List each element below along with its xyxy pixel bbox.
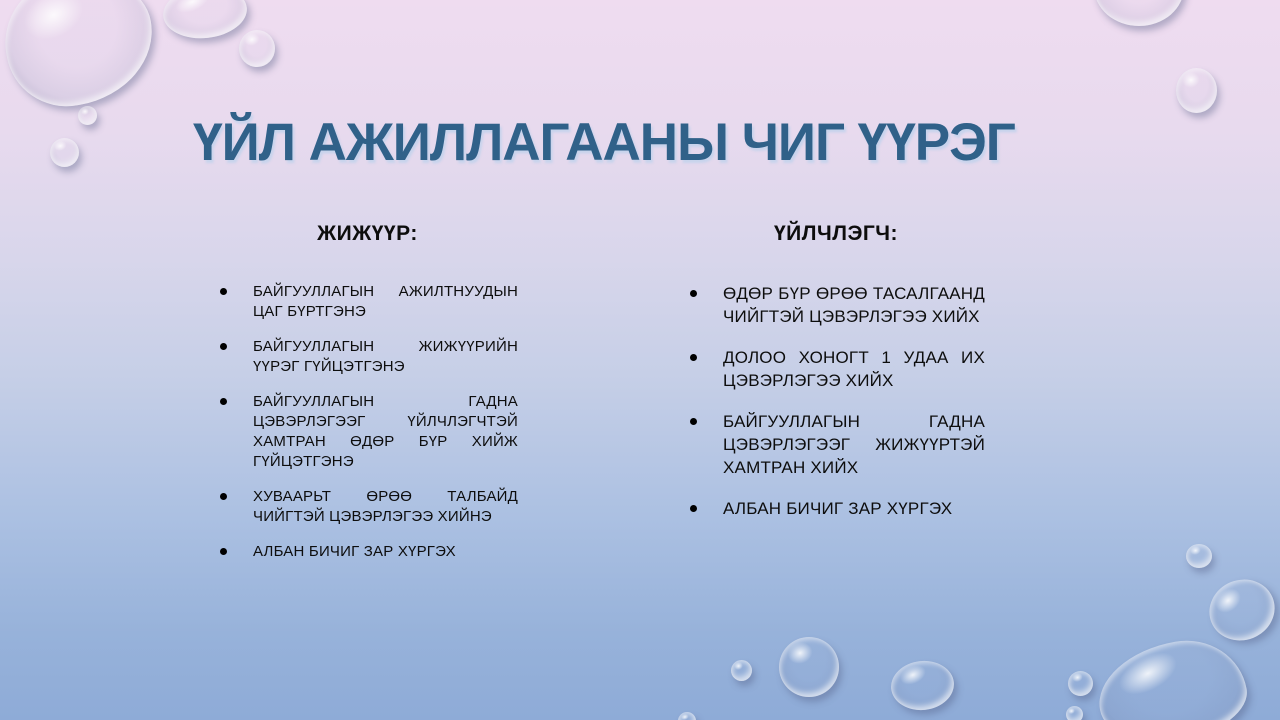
bullet-item: БАЙГУУЛЛАГЫН ГАДНА ЦЭВЭРЛЭГЭЭГ ҮЙЛЧЛЭГЧТЭЙ ХАМТРАН ӨДӨР БҮР ХИЙЖ ГҮЙЦЭТГЭНЭ bbox=[217, 392, 518, 472]
water-droplet-icon bbox=[678, 712, 696, 720]
water-droplet-icon bbox=[0, 0, 163, 116]
water-droplet-icon bbox=[1066, 706, 1083, 720]
slide-title: ҮЙЛ АЖИЛЛАГААНЫ ЧИГ ҮҮРЭГ bbox=[193, 113, 1015, 172]
bullet-item: ӨДӨР БҮР ӨРӨӨ ТАСАЛГААНД ЧИЙГТЭЙ ЦЭВЭРЛЭГЭЭ ХИЙХ bbox=[687, 282, 985, 328]
bullet-item: АЛБАН БИЧИГ ЗАР ХҮРГЭХ bbox=[217, 542, 518, 562]
column-header-cleaner: ҮЙЛЧЛЭГЧ: bbox=[773, 222, 899, 245]
water-droplet-icon bbox=[1186, 544, 1212, 568]
bullet-list-cleaner bbox=[687, 282, 985, 520]
column-header-duty-officer: ЖИЖҮҮР: bbox=[317, 222, 418, 245]
water-droplet-icon bbox=[779, 637, 839, 697]
bullet-list-duty-officer bbox=[217, 282, 518, 562]
bullet-item: АЛБАН БИЧИГ ЗАР ХҮРГЭХ bbox=[687, 497, 985, 520]
water-droplet-icon bbox=[1200, 570, 1280, 650]
column-duty-officer bbox=[217, 222, 518, 562]
water-droplet-icon bbox=[161, 0, 250, 42]
water-droplet-icon bbox=[1091, 631, 1254, 720]
bullet-item: ХУВААРЬТ ӨРӨӨ ТАЛБАЙД ЧИЙГТЭЙ ЦЭВЭРЛЭГЭЭ ХИЙНЭ bbox=[217, 487, 518, 527]
water-droplet-icon bbox=[239, 30, 275, 67]
column-cleaner bbox=[687, 222, 985, 520]
bullet-item: БАЙГУУЛЛАГЫН ГАДНА ЦЭВЭРЛЭГЭЭГ ЖИЖҮҮРТЭЙ ХАМТРАН ХИЙХ bbox=[687, 410, 985, 479]
bullet-item: ДОЛОО ХОНОГТ 1 УДАА ИХ ЦЭВЭРЛЭГЭЭ ХИЙХ bbox=[687, 346, 985, 392]
water-droplet-icon bbox=[1176, 68, 1217, 113]
water-droplet-icon bbox=[731, 660, 752, 681]
water-droplet-icon bbox=[1068, 671, 1093, 696]
water-droplet-icon bbox=[889, 658, 957, 713]
bullet-item: БАЙГУУЛЛАГЫН ЖИЖҮҮРИЙН ҮҮРЭГ ГҮЙЦЭТГЭНЭ bbox=[217, 337, 518, 377]
bullet-item: БАЙГУУЛЛАГЫН АЖИЛТНУУДЫН ЦАГ БҮРТГЭНЭ bbox=[217, 282, 518, 322]
water-droplet-icon bbox=[1094, 0, 1184, 26]
